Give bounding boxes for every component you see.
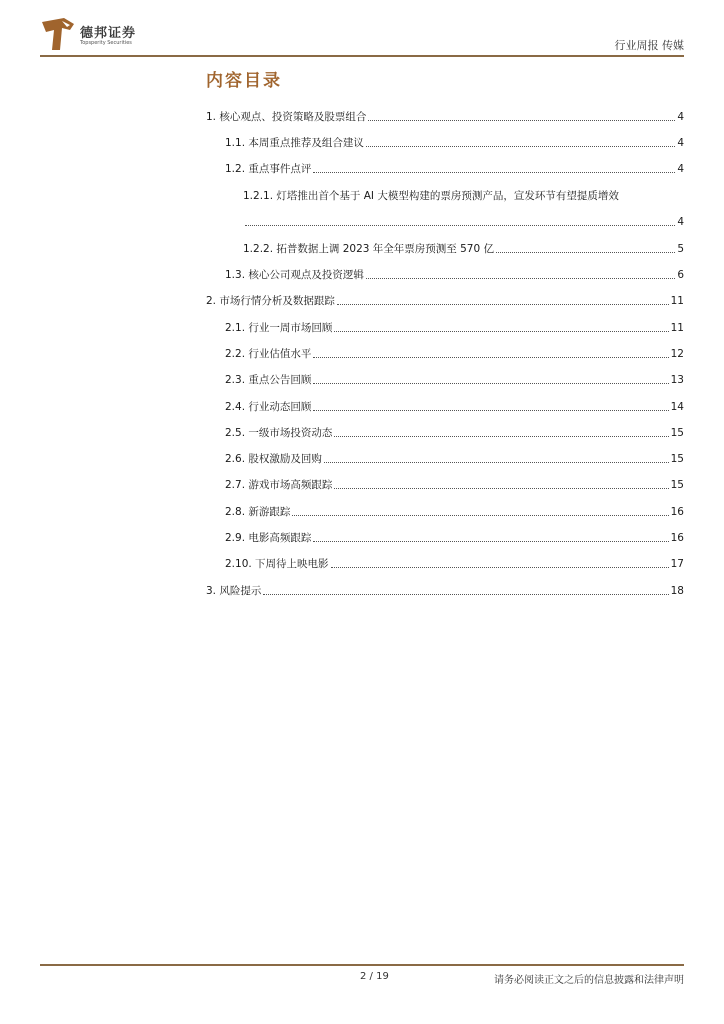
toc-leader	[313, 172, 675, 173]
toc-entry[interactable]	[225, 398, 684, 414]
footer-divider	[40, 964, 684, 966]
toc-leader	[334, 331, 668, 332]
toc-entry-page: 16	[670, 506, 684, 518]
toc-entry-label: 2.5. 一级市场投资动态	[225, 427, 333, 439]
toc-entry-label: 2.2. 行业估值水平	[225, 348, 312, 360]
toc-leader	[366, 278, 675, 279]
toc-entry-continuation[interactable]	[243, 213, 684, 229]
toc-entry-page: 11	[670, 295, 684, 307]
toc-leader	[337, 304, 669, 305]
toc-entry-label: 2.6. 股权激励及回购	[225, 453, 322, 465]
toc-entry-page: 4	[677, 163, 684, 175]
toc-entry[interactable]	[243, 240, 684, 256]
toc-entry[interactable]	[225, 319, 684, 335]
toc-entry-page: 4	[677, 111, 684, 123]
toc-entry-page: 13	[670, 374, 684, 386]
toc-entry[interactable]	[225, 134, 684, 150]
toc-entry[interactable]	[225, 476, 684, 492]
toc-entry-label: 2. 市场行情分析及数据跟踪	[206, 295, 335, 307]
toc-leader	[366, 146, 675, 147]
toc-entry-label: 2.8. 新游跟踪	[225, 506, 291, 518]
toc-entry[interactable]	[225, 450, 684, 466]
toc-entry-label: 2.7. 游戏市场高频跟踪	[225, 479, 333, 491]
toc-entry[interactable]	[225, 266, 684, 282]
toc-entry-label: 2.10. 下周待上映电影	[225, 558, 329, 570]
toc-leader	[245, 225, 675, 226]
toc-entry[interactable]	[206, 108, 684, 124]
toc-entry-page: 18	[670, 585, 684, 597]
toc-leader	[368, 120, 675, 121]
toc-entry-page: 16	[670, 532, 684, 544]
toc-entry-label: 1.1. 本周重点推荐及组合建议	[225, 137, 364, 149]
report-type: 行业周报 传媒	[614, 39, 684, 52]
toc-entry-page: 11	[670, 322, 684, 334]
toc-entry-label: 1.2. 重点事件点评	[225, 163, 312, 175]
toc-leader	[313, 383, 668, 384]
toc-leader	[313, 541, 668, 542]
toc-entry-label: 2.9. 电影高频跟踪	[225, 532, 312, 544]
toc-entry-label: 1.2.2. 拓普数据上调 2023 年全年票房预测至 570 亿	[243, 243, 495, 255]
toc-entry-label: 2.4. 行业动态回顾	[225, 401, 312, 413]
toc-entry-label: 2.3. 重点公告回顾	[225, 374, 312, 386]
toc-entry[interactable]	[225, 371, 684, 387]
toc-entry[interactable]	[225, 345, 684, 361]
toc-entry[interactable]	[243, 187, 684, 203]
toc-leader	[324, 462, 669, 463]
toc-entry-label: 3. 风险提示	[206, 585, 262, 597]
toc-leader	[313, 357, 668, 358]
toc-entry-label: 1.2.1. 灯塔推出首个基于 AI 大模型构建的票房预测产品，宣发环节有望提质增效	[243, 190, 619, 202]
toc-leader	[334, 488, 668, 489]
toc-entry-label: 2.1. 行业一周市场回顾	[225, 322, 333, 334]
toc-entry-label: 1.3. 核心公司观点及投资逻辑	[225, 269, 364, 281]
toc-leader	[263, 594, 668, 595]
toc-entry[interactable]	[225, 529, 684, 545]
toc-leader	[496, 252, 675, 253]
toc-entry[interactable]	[225, 424, 684, 440]
toc-entry[interactable]	[225, 555, 684, 571]
toc-entry-page: 14	[670, 401, 684, 413]
toc-entry-page: 12	[670, 348, 684, 360]
toc-entry[interactable]	[225, 160, 684, 176]
toc-entry[interactable]	[206, 292, 684, 308]
toc-entry-page: 15	[670, 453, 684, 465]
toc-entry[interactable]	[206, 582, 684, 598]
toc-entry-page: 5	[677, 243, 684, 255]
toc-entry-page: 15	[670, 479, 684, 491]
toc-leader	[331, 567, 669, 568]
toc-entry-page: 15	[670, 427, 684, 439]
toc-entry-label: 1. 核心观点、投资策略及股票组合	[206, 111, 367, 123]
legal-disclaimer: 请务必阅读正文之后的信息披露和法律声明	[494, 975, 684, 986]
toc-leader	[292, 515, 668, 516]
page-number: 2 / 19	[360, 971, 389, 982]
toc-entry-page: 6	[677, 269, 684, 281]
toc-entry-page: 4	[677, 137, 684, 149]
toc-title: 内容目录	[206, 71, 282, 91]
toc-entry[interactable]	[225, 503, 684, 519]
toc-leader	[334, 436, 668, 437]
toc-leader	[313, 410, 668, 411]
logo-text-en: Topsperity Securities	[80, 40, 132, 46]
toc-entry-page: 17	[670, 558, 684, 570]
toc-entry-page: 4	[677, 216, 684, 228]
logo-text-cn: 德邦证券	[80, 26, 137, 41]
